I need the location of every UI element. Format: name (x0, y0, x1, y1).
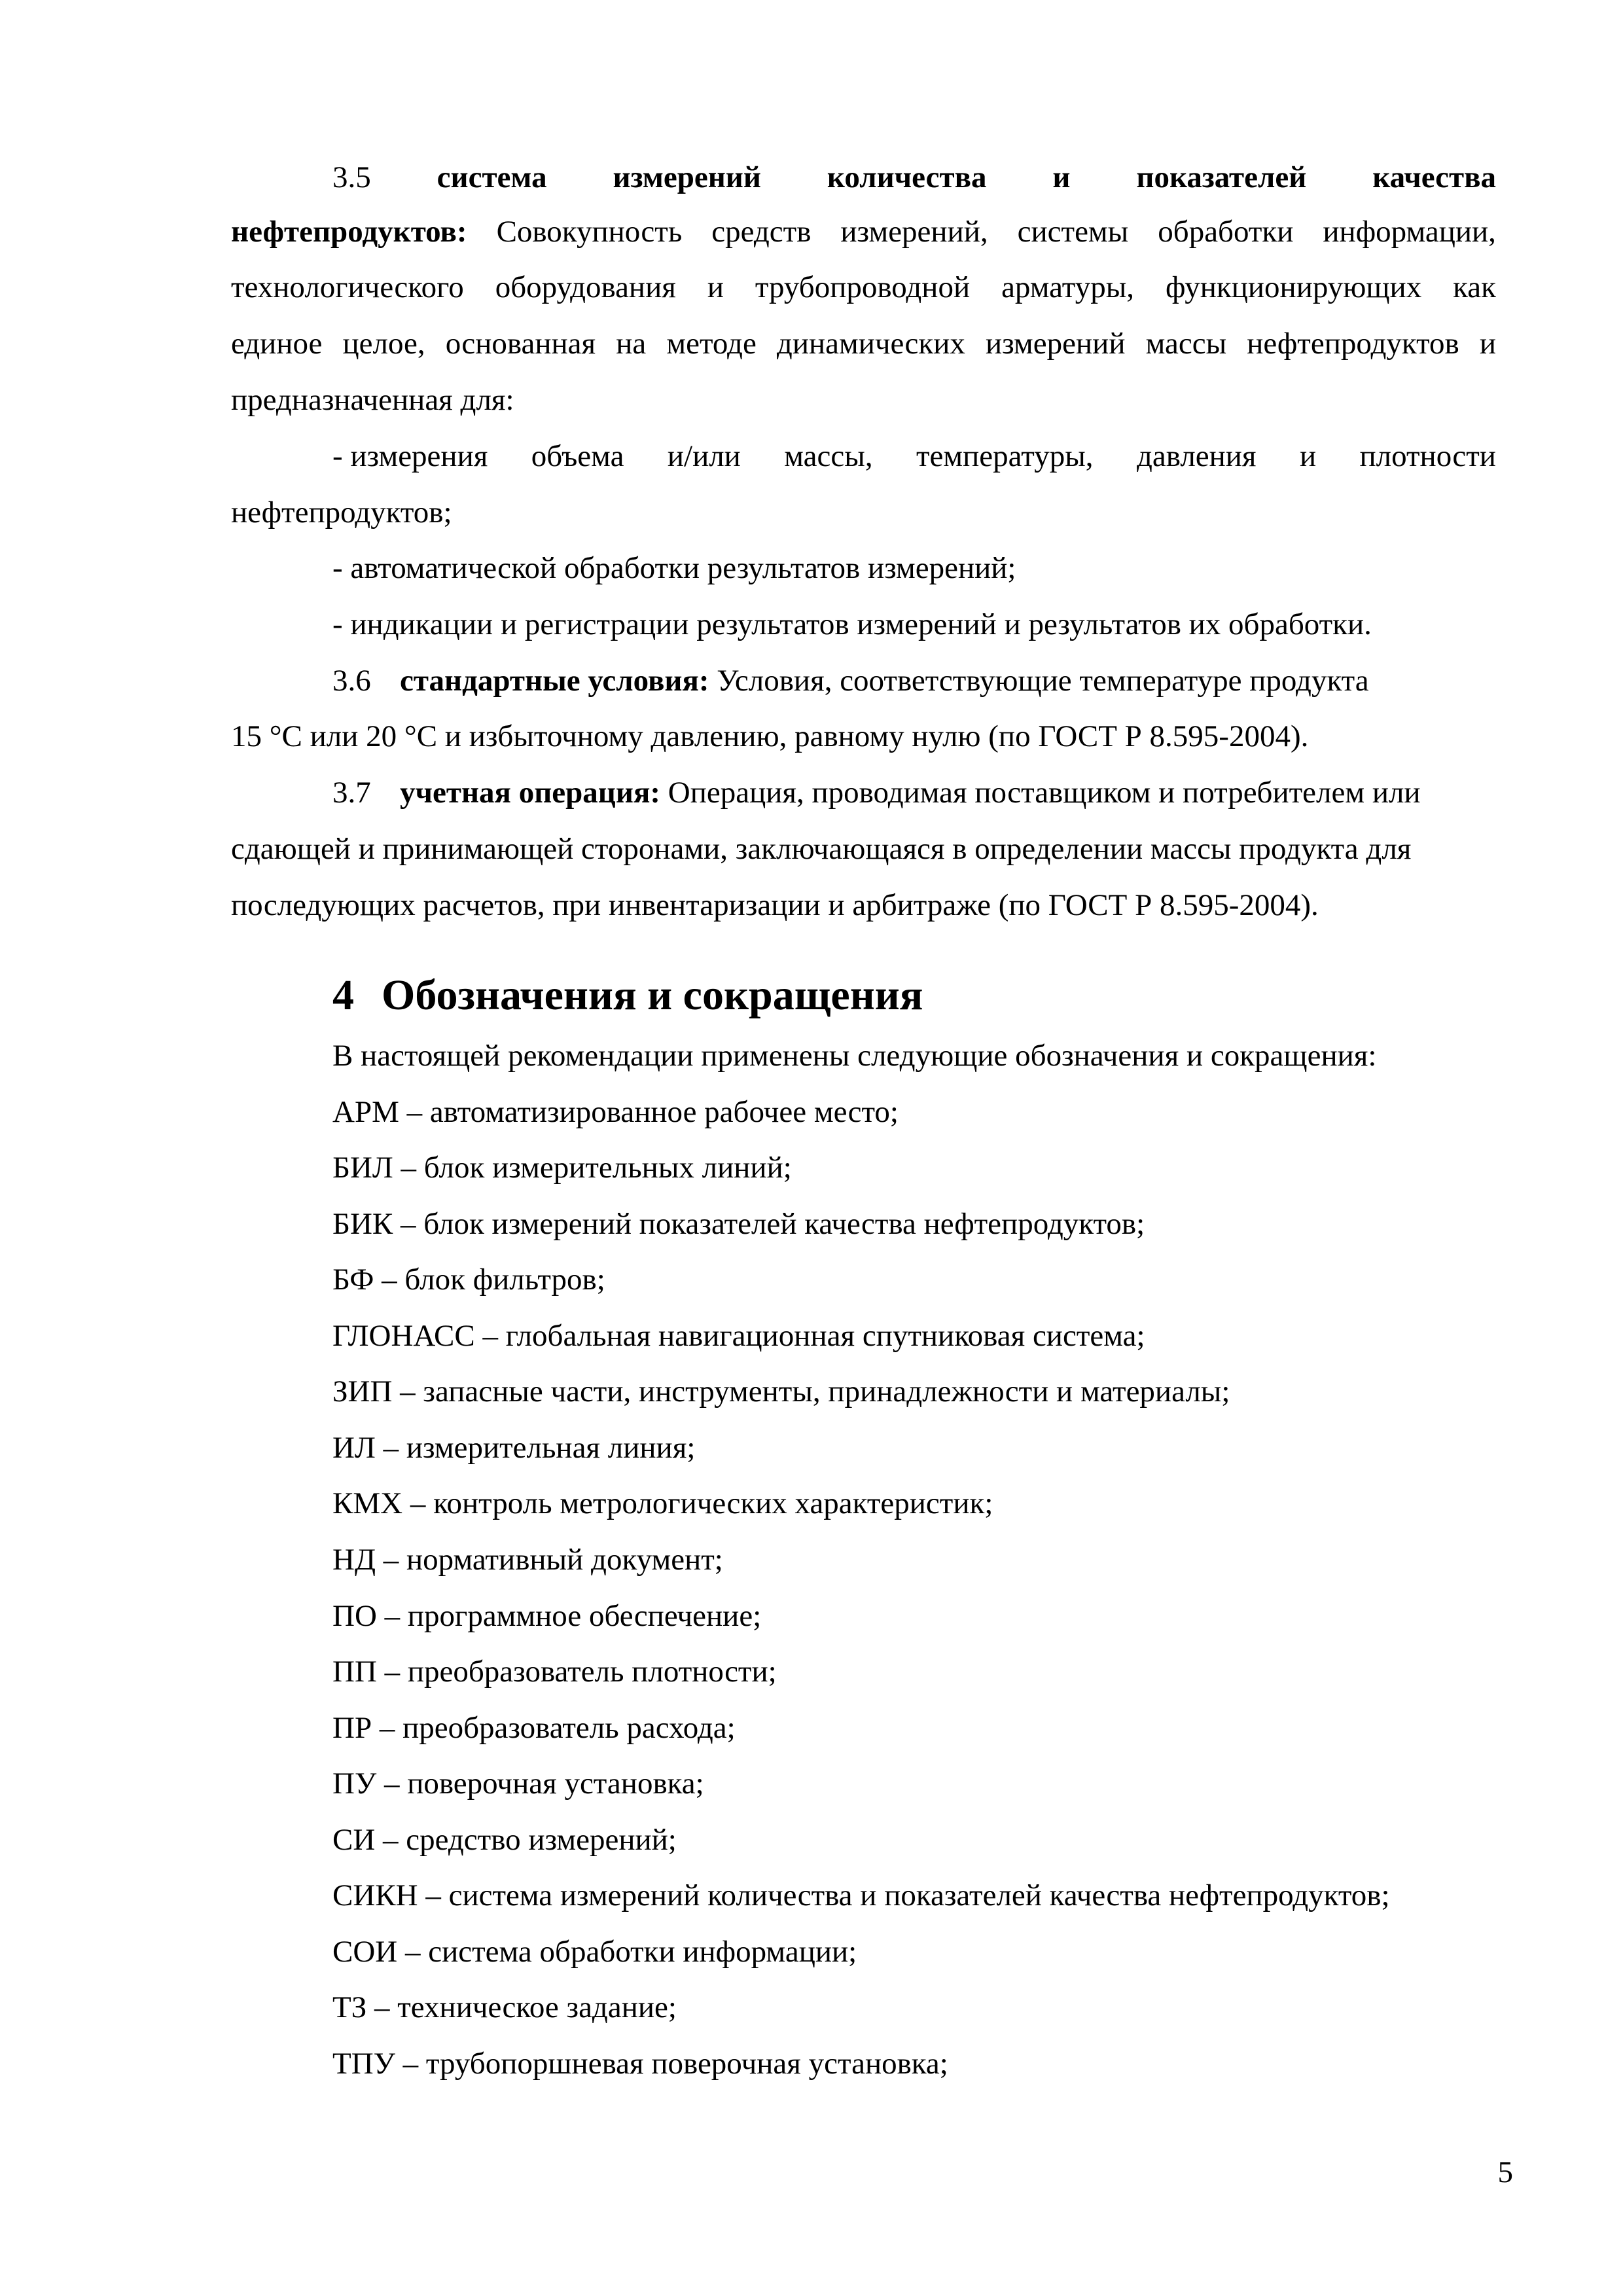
word: нефтепродуктов (1247, 327, 1459, 361)
word: арматуры, (1001, 270, 1135, 304)
term-word: показателей (1136, 160, 1307, 194)
list-item: НД – нормативный документ; (332, 1543, 723, 1577)
word: системы (1017, 215, 1129, 249)
word: и (707, 270, 724, 304)
word: динамических (776, 327, 965, 361)
word: как (1453, 270, 1496, 304)
def-number: 3.6 (332, 664, 371, 698)
def-text: Условия, соответствующие температуре продукта (717, 664, 1369, 698)
def-3-6-line-1 (332, 666, 1369, 696)
word: объема (531, 439, 624, 473)
def-text: Операция, проводимая поставщиком и потребителем или (668, 776, 1421, 810)
word: и (1299, 439, 1317, 473)
list-item: ПР – преобразователь расхода; (332, 1711, 736, 1745)
list-item: КМХ – контроль метрологических характеристик; (332, 1486, 993, 1520)
term: учетная операция: (400, 776, 661, 810)
list-item: ГЛОНАСС – глобальная навигационная спутниковая система; (332, 1319, 1145, 1353)
word: массы, (784, 439, 873, 473)
list-item: СОИ – система обработки информации; (332, 1935, 857, 1969)
def-3-6-line-2: 15 °С или 20 °С и избыточному давлению, равному нулю (по ГОСТ Р 8.595-2004). (231, 719, 1309, 753)
def-number: 3.5 (332, 160, 371, 194)
term-word: качества (1372, 160, 1496, 194)
term: стандартные условия: (400, 664, 709, 698)
list-item: ПП – преобразователь плотности; (332, 1655, 777, 1689)
list-item: СИКН – система измерений количества и показателей качества нефтепродуктов; (332, 1878, 1390, 1912)
word: - измерения (332, 439, 488, 473)
def-number: 3.7 (332, 776, 371, 810)
list-item: БФ – блок фильтров; (332, 1263, 605, 1297)
list-item: ТПУ – трубопоршневая поверочная установка; (332, 2047, 948, 2081)
def-3-7-line-1 (332, 778, 1421, 808)
word: средств (711, 215, 812, 249)
word: единое (231, 327, 323, 361)
word: технологического (231, 270, 464, 304)
def-3-5-line-1 (332, 162, 1496, 193)
word: основанная (445, 327, 596, 361)
word: температуры, (916, 439, 1094, 473)
list-item: БИЛ – блок измерительных линий; (332, 1151, 792, 1185)
word: плотности (1359, 439, 1496, 473)
word: функционирующих (1165, 270, 1422, 304)
word: измерений, (840, 215, 988, 249)
def-3-5-line-4 (231, 329, 1496, 359)
def-3-5-line-3 (231, 272, 1496, 303)
term-word: и (1052, 160, 1071, 194)
word: информации, (1323, 215, 1496, 249)
term-word: измерений (613, 160, 761, 194)
section-number: 4 (332, 971, 354, 1019)
list-item: АРМ – автоматизированное рабочее место; (332, 1095, 899, 1129)
page-number: 5 (1497, 2155, 1513, 2189)
section-heading (332, 971, 923, 1019)
term-word: нефтепродуктов: (231, 215, 467, 249)
bullet-2: - автоматической обработки результатов измерений; (332, 551, 1016, 585)
word: Совокупность (496, 215, 683, 249)
word: обработки (1158, 215, 1294, 249)
list-item: ИЛ – измерительная линия; (332, 1431, 696, 1465)
word: методе (666, 327, 757, 361)
def-3-5-line-2 (231, 217, 1496, 247)
term-word: количества (827, 160, 987, 194)
list-item: ЗИП – запасные части, инструменты, принадлежности и материалы; (332, 1374, 1230, 1408)
word: на (616, 327, 647, 361)
def-3-7-line-3: последующих расчетов, при инвентаризации и арбитраже (по ГОСТ Р 8.595-2004). (231, 888, 1319, 922)
def-3-7-line-2: сдающей и принимающей сторонами, заключающаяся в определении массы продукта для (231, 832, 1412, 866)
word: измерений (986, 327, 1126, 361)
bullet-1-line-1 (332, 441, 1496, 472)
term-word: система (437, 160, 547, 194)
def-3-5-line-5: предназначенная для: (231, 383, 514, 417)
section-title: Обозначения и сокращения (382, 971, 923, 1019)
word: массы (1145, 327, 1227, 361)
list-item: СИ – средство измерений; (332, 1823, 677, 1857)
word: трубопроводной (755, 270, 971, 304)
word: оборудования (495, 270, 676, 304)
word: давления (1136, 439, 1257, 473)
bullet-1-line-2: нефтепродуктов; (231, 495, 452, 529)
bullet-3: - индикации и регистрации результатов измерений и результатов их обработки. (332, 607, 1372, 641)
list-item: ТЗ – техническое задание; (332, 1990, 677, 2024)
word: и (1479, 327, 1496, 361)
list-item: БИК – блок измерений показателей качества нефтепродуктов; (332, 1207, 1145, 1241)
list-item: ПО – программное обеспечение; (332, 1599, 762, 1633)
word: и/или (667, 439, 741, 473)
list-item: ПУ – поверочная установка; (332, 1767, 704, 1801)
word: целое, (342, 327, 425, 361)
section-intro: В настоящей рекомендации применены следующие обозначения и сокращения: (332, 1039, 1377, 1073)
